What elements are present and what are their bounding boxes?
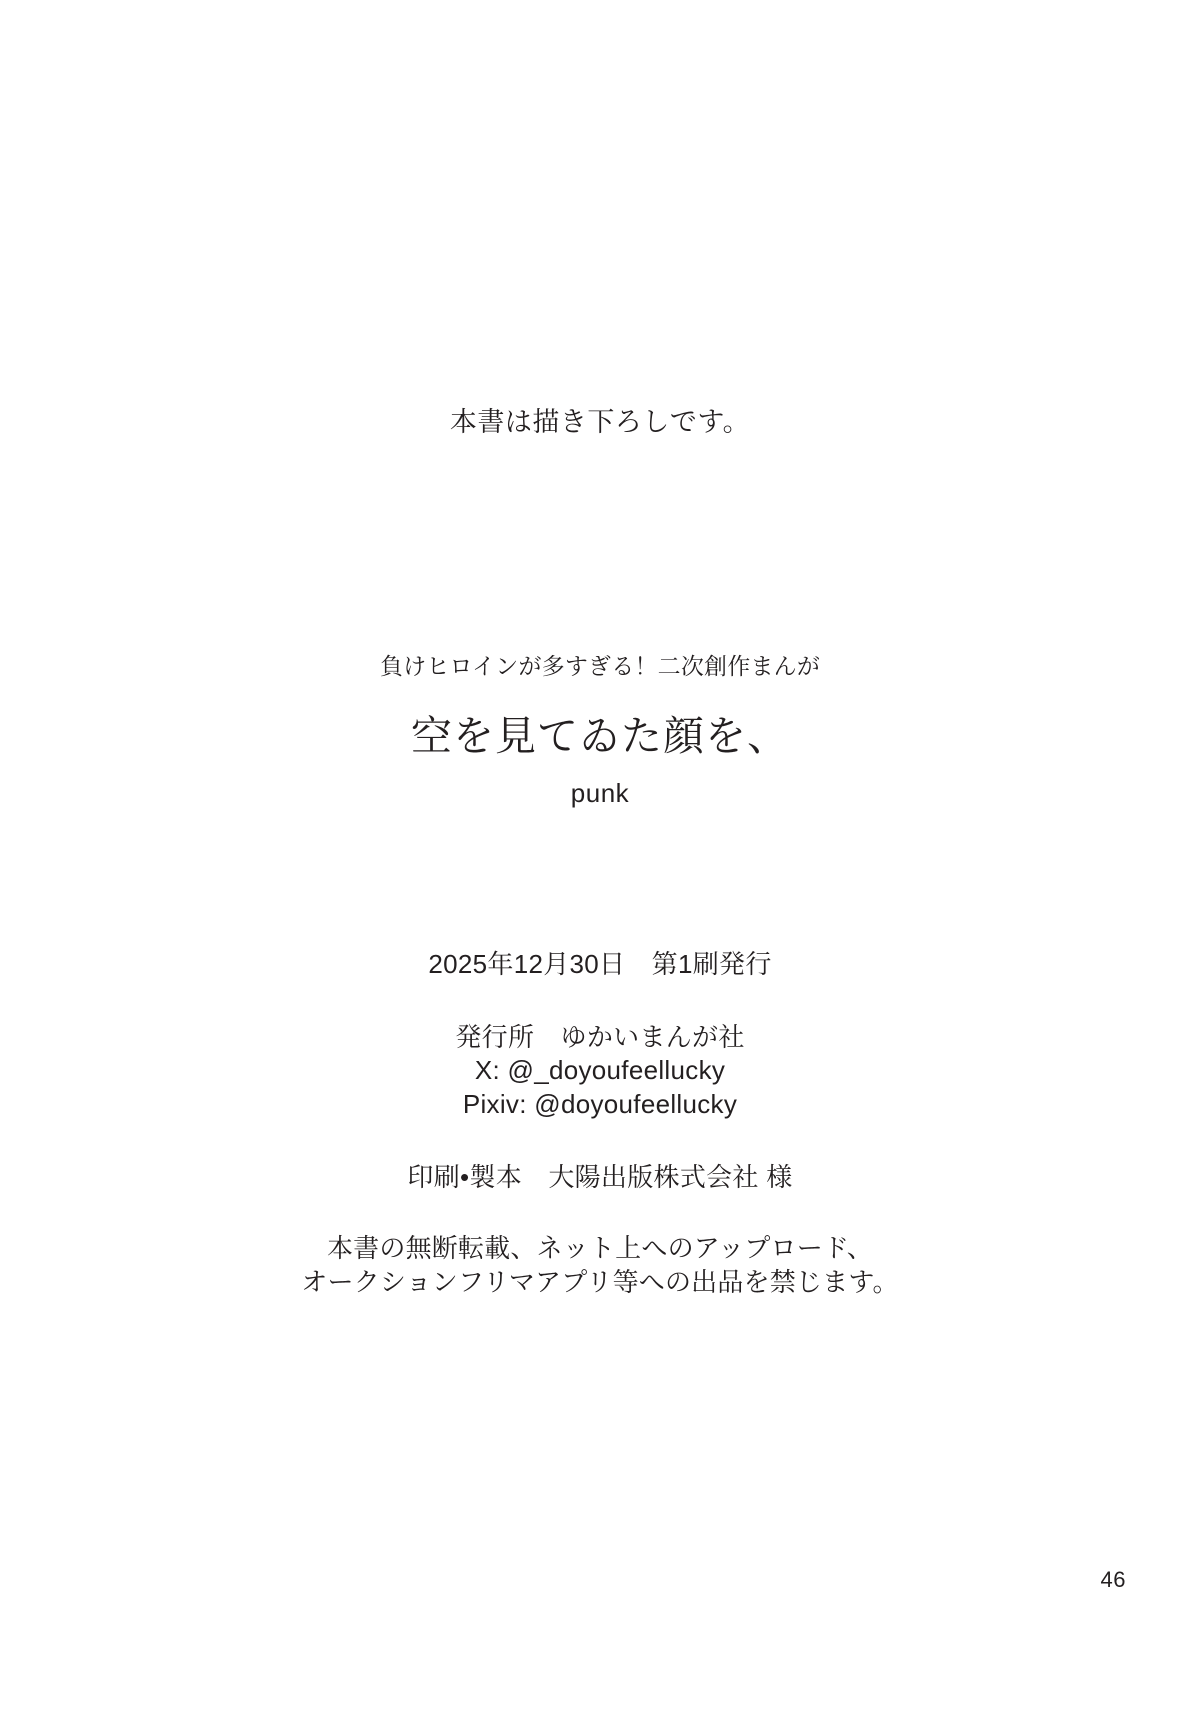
copyright-warning-line-1: 本書の無断転載、ネット上へのアップロード、 xyxy=(326,1232,874,1263)
x-handle: X: @_doyoufeellucky xyxy=(474,1055,726,1086)
page-number: 46 xyxy=(1100,1567,1126,1592)
publisher-block xyxy=(0,1021,1200,1121)
original-work-note: 本書は描き下ろしです。 xyxy=(449,407,751,437)
printer-info: 印刷•製本 大陽出版株式会社 様 xyxy=(407,1161,793,1192)
work-title: 空を見てゐた顔を、 xyxy=(411,713,789,759)
publication-date: 2025年12月30日 第1刷発行 xyxy=(428,949,772,979)
copyright-warning-line-2: オークションフリマアプリ等への出品を禁じます。 xyxy=(301,1266,899,1297)
imprint-block xyxy=(0,944,1200,1299)
pixiv-handle: Pixiv: @doyoufeellucky xyxy=(462,1088,738,1119)
colophon-title-block xyxy=(0,648,1200,809)
publisher-name: 発行所 ゆかいまんが社 xyxy=(455,1022,745,1052)
author-name: punk xyxy=(570,778,630,808)
series-line: 負けヒロインが多すぎる！二次創作まんが xyxy=(379,653,821,679)
copyright-warning xyxy=(0,1232,1200,1300)
